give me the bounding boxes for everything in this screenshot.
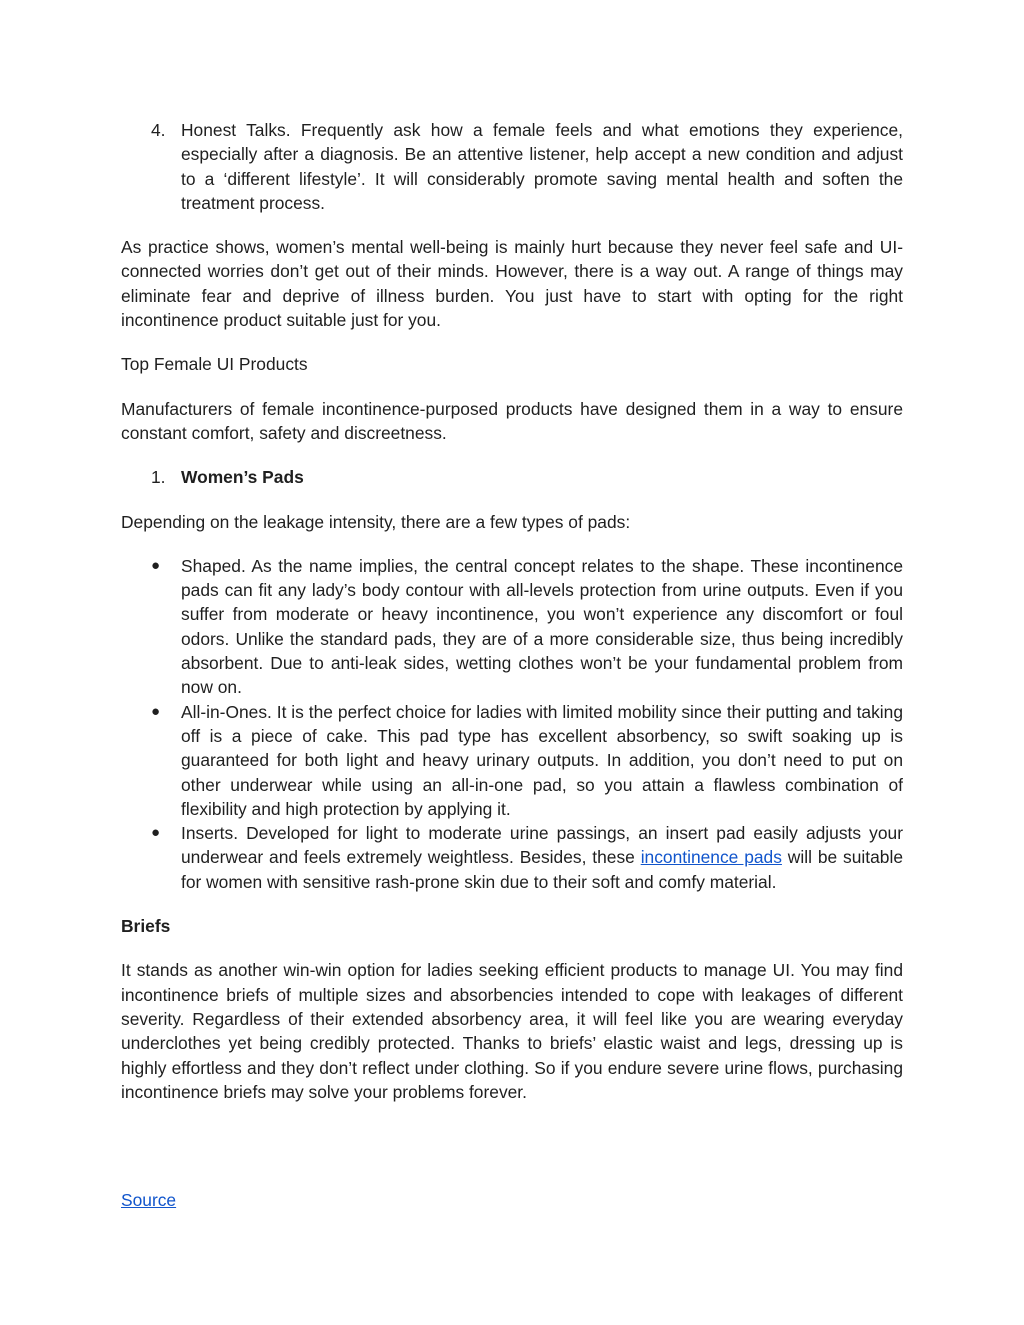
bullet-dot: ● bbox=[151, 556, 161, 574]
inserts-text-end: will be suitable for women with sensitive rash-prone skin due to their soft and comfy material. bbox=[181, 847, 903, 892]
paragraph-briefs: It stands as another win-win option for ladies seeking efficient products to manage UI. You may find incontinence briefs of multiple sizes and absorbencies intended to cope with leakages of different severity. Regardless of their extended absorbency area, it will feel like you are wearing everyday underclothes yet being credibly protected. Thanks to briefs’ elastic waist and legs, dressing up is highly effortless and they don’t reflect under clothing. So if you endure severe urine flows, purchasing incontinence briefs may solve your problems forever. bbox=[121, 960, 903, 1102]
inserts-text-start: Inserts. Developed for light to moderate urine passings, an insert pad easily adjusts your underwear and feels extremely weightless. Besides, these bbox=[181, 823, 903, 868]
briefs-heading-text: Briefs bbox=[121, 916, 171, 937]
list-item-womens-pads bbox=[121, 465, 903, 489]
bullet-list bbox=[121, 554, 903, 894]
source-line bbox=[121, 1188, 903, 1212]
list-number: 1. bbox=[151, 467, 166, 488]
section-heading-top-products: Top Female UI Products bbox=[121, 354, 308, 375]
bullet-text: Shaped. As the name implies, the central concept relates to the shape. These incontinence pads can fit any lady’s body contour with all-levels protection from urine outputs. Even if you suffer from moderate or heavy incontinence, you won’t experience any discomfort or foul odors. Unlike the standard pads, they are of a more considerable size, thus being incredibly absorbent. Due to anti-leak sides, wetting clothes won’t be your fundamental problem from now on. bbox=[181, 555, 903, 698]
bullet-text bbox=[181, 821, 903, 894]
source-link[interactable]: Source bbox=[121, 1190, 177, 1211]
list-item-text: Honest Talks. Frequently ask how a female feels and what emotions they experience, especially after a diagnosis. Be an attentive listener, help accept a new condition and adjust to a ‘different lifestyle’. It will considerably promote saving mental health and soften the treatment process. bbox=[181, 120, 903, 213]
list-item-honest-talks bbox=[121, 118, 903, 215]
spacer bbox=[121, 1124, 903, 1188]
incontinence-pads-link[interactable]: incontinence pads bbox=[640, 847, 782, 868]
bullet-dot: ● bbox=[151, 824, 161, 842]
section-heading-briefs bbox=[121, 914, 903, 938]
paragraph-manufacturers: Manufacturers of female incontinence-purposed products have designed them in a way to ensure constant comfort, safety and discreetness. bbox=[121, 398, 903, 443]
paragraph-depending: Depending on the leakage intensity, there are a few types of pads: bbox=[121, 511, 631, 532]
bullet-text: All-in-Ones. It is the perfect choice for ladies with limited mobility since their putting and taking off is a piece of cake. This pad type has excellent absorbency, so swift soaking up is guaranteed for both light and heavy urinary outputs. In addition, you don’t need to put on other underwear while using an all-in-one pad, so you attain a flawless combination of flexibility and high protection by applying it. bbox=[181, 701, 903, 819]
bullet-dot: ● bbox=[151, 702, 161, 720]
document-page bbox=[121, 118, 903, 1212]
bullet-item-all-in-ones bbox=[121, 700, 903, 821]
bullet-item-shaped bbox=[121, 554, 903, 700]
paragraph-practice: As practice shows, women’s mental well-being is mainly hurt because they never feel safe and UI-connected worries don’t get out of their minds. However, there is a way out. A range of things may eliminate fear and deprive of illness burden. You just have to start with opting for the right incontinence product suitable just for you. bbox=[121, 237, 903, 331]
list-number: 4. bbox=[151, 120, 166, 140]
bullet-item-inserts bbox=[121, 821, 903, 894]
list-item-heading: Women’s Pads bbox=[181, 467, 304, 488]
